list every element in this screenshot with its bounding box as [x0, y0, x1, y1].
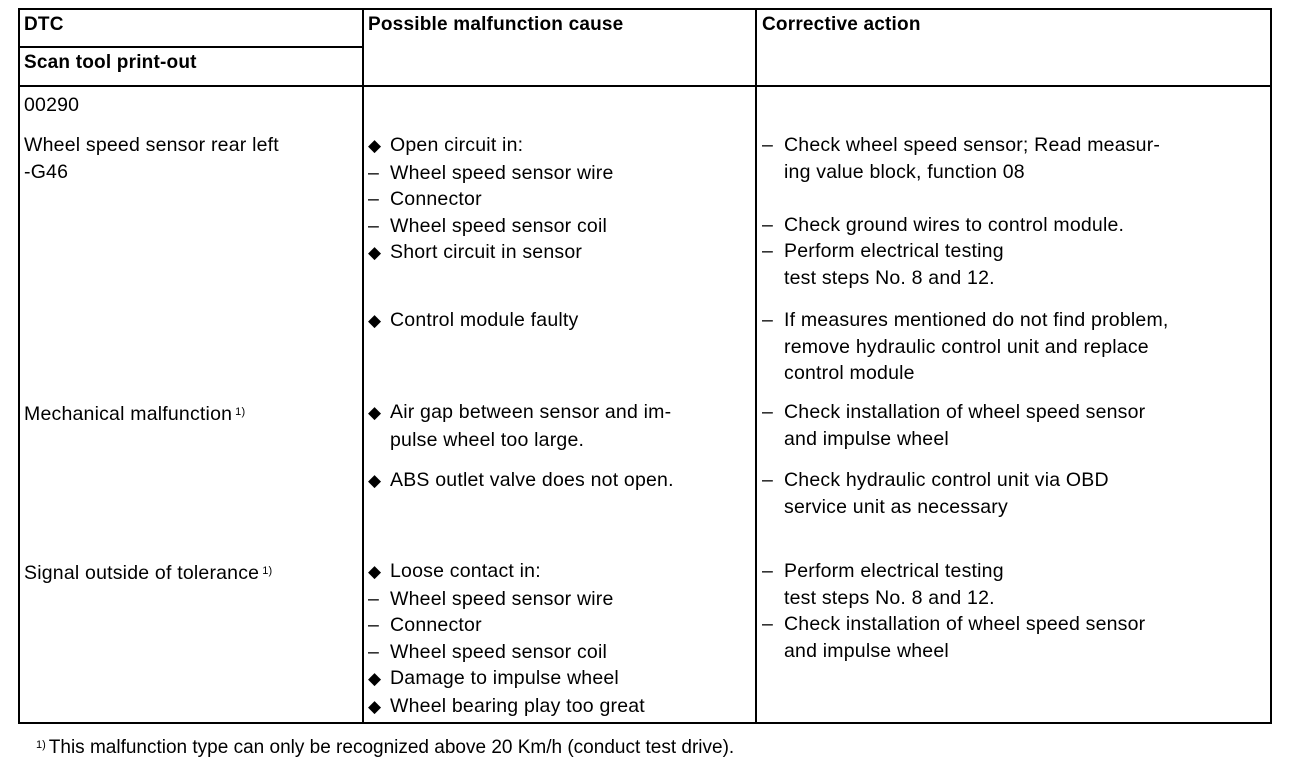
- cause-line: – Connector: [368, 188, 482, 211]
- cause-line: ◆ Damage to impulse wheel: [368, 667, 619, 690]
- column-divider-2: [755, 8, 757, 724]
- action-spacer: [762, 185, 1160, 212]
- header-corrective-action: Corrective action: [762, 14, 921, 35]
- header-possible-cause: Possible malfunction cause: [368, 14, 624, 35]
- action-line: test steps No. 8 and 12.: [784, 266, 995, 289]
- dtc-line: -G46: [24, 160, 69, 183]
- cause-line: pulse wheel too large.: [390, 428, 585, 451]
- action-line: remove hydraulic control unit and replace: [784, 335, 1149, 358]
- cause-cell-4: [368, 467, 674, 495]
- footnote-text: This malfunction type can only be recognized above 20 Km/h (conduct test drive).: [48, 737, 735, 758]
- action-line: – Check installation of wheel speed sensor: [762, 401, 1146, 423]
- cause-cell-5: [368, 558, 645, 721]
- action-line: service unit as necessary: [784, 495, 1008, 518]
- cause-line: – Wheel speed sensor wire: [368, 587, 614, 610]
- action-line: and impulse wheel: [784, 639, 949, 662]
- cause-line: ◆ Loose contact in:: [368, 560, 541, 582]
- footnote-ref: 1): [262, 565, 273, 577]
- action-line: – Perform electrical testing: [762, 240, 1004, 263]
- cause-line: ◆ Control module faulty: [368, 309, 579, 331]
- footnote: [36, 732, 734, 761]
- action-line: – Check installation of wheel speed sensor: [762, 613, 1146, 636]
- cause-cell-1: [368, 132, 614, 267]
- action-cell-5: [762, 558, 1145, 664]
- action-line: – Check ground wires to control module.: [762, 213, 1125, 236]
- cause-line: ◆ Short circuit in sensor: [368, 241, 583, 264]
- action-cell-1: [762, 132, 1160, 292]
- cause-line: ◆ Wheel bearing play too great: [368, 694, 645, 717]
- footnote-mark: 1): [36, 739, 46, 751]
- cause-line: – Wheel speed sensor coil: [368, 640, 608, 663]
- cause-line: ◆ Open circuit in:: [368, 134, 524, 156]
- action-line: ing value block, function 08: [784, 160, 1025, 183]
- cause-line: – Connector: [368, 614, 482, 637]
- dtc-signal-outside-tolerance: Signal outside of tolerance $^{1)}$: [24, 562, 273, 584]
- column-divider-1: [362, 8, 364, 724]
- action-cell-3: [762, 399, 1145, 452]
- action-line: control module: [784, 362, 915, 385]
- action-line: – Perform electrical testing: [762, 560, 1004, 582]
- cause-line: ◆ ABS outlet valve does not open.: [368, 469, 674, 491]
- action-line: and impulse wheel: [784, 427, 949, 450]
- cause-cell-2: [368, 307, 578, 335]
- dtc-description: [24, 132, 279, 185]
- header-divider-dtc: [18, 46, 364, 48]
- action-line: – Check hydraulic control unit via OBD: [762, 469, 1109, 491]
- action-line: – If measures mentioned do not find problem,: [762, 309, 1169, 331]
- footnote-ref: 1): [235, 406, 246, 418]
- cause-line: ◆ Air gap between sensor and im-: [368, 401, 672, 423]
- dtc-code: 00290: [24, 94, 80, 116]
- cause-line: – Wheel speed sensor coil: [368, 214, 608, 237]
- action-cell-4: [762, 467, 1109, 520]
- action-line: test steps No. 8 and 12.: [784, 586, 995, 609]
- header-dtc: DTC: [24, 14, 64, 35]
- cause-cell-3: [368, 399, 671, 453]
- action-cell-2: [762, 307, 1169, 387]
- cause-line: – Wheel speed sensor wire: [368, 161, 614, 184]
- header-bottom-line: [18, 85, 1272, 87]
- header-scan-tool: Scan tool print-out: [24, 52, 197, 73]
- action-line: – Check wheel speed sensor; Read measur-: [762, 134, 1161, 156]
- dtc-mechanical-malfunction: Mechanical malfunction $^{1)}$: [24, 403, 246, 425]
- dtc-line: Wheel speed sensor rear left: [24, 134, 279, 156]
